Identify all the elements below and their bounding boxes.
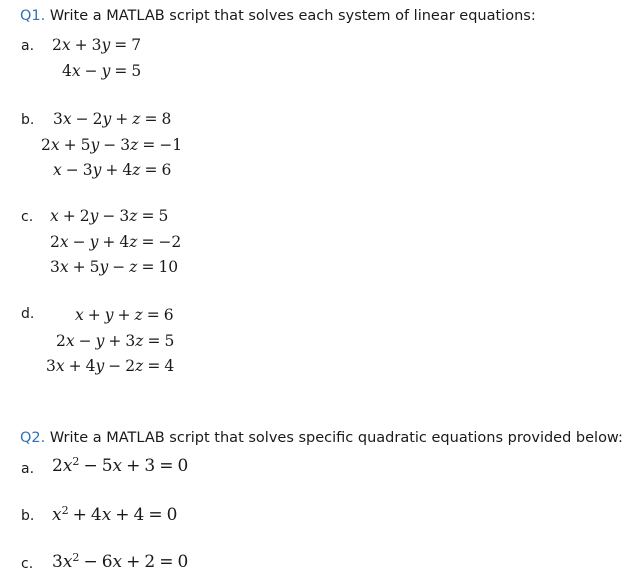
coefficient: 3 <box>52 552 63 572</box>
variable: z <box>134 306 143 324</box>
operator: + <box>63 136 77 154</box>
variable: x <box>61 36 71 54</box>
coefficient: 3 <box>125 332 136 350</box>
variable: x <box>50 207 59 225</box>
coefficient: 3 <box>119 207 130 225</box>
coefficient: 5 <box>101 456 113 476</box>
variable: y <box>95 357 105 375</box>
variable: x <box>112 552 123 572</box>
operator: + <box>117 306 131 324</box>
operator: + <box>115 110 129 128</box>
term <box>102 456 122 476</box>
term <box>134 505 145 525</box>
term <box>81 136 100 154</box>
q2-number: Q2. <box>20 430 46 446</box>
exponent: 2 <box>72 550 80 564</box>
equals-sign: = <box>147 357 161 375</box>
operator: + <box>126 456 141 476</box>
q2-part-a-label: a. <box>21 461 35 477</box>
system-equation <box>75 306 174 324</box>
coefficient: 3 <box>120 136 131 154</box>
operator: + <box>62 207 76 225</box>
term <box>122 161 140 179</box>
term <box>135 306 143 324</box>
operator: + <box>72 505 87 525</box>
operator: − <box>84 62 98 80</box>
equals-sign: = <box>148 505 163 525</box>
variable: x <box>65 332 75 350</box>
term <box>52 456 79 476</box>
operator: − <box>112 258 126 276</box>
coefficient: 4 <box>122 161 133 179</box>
term <box>91 505 111 525</box>
term <box>90 258 109 276</box>
rhs-value: 4 <box>164 357 175 375</box>
equals-sign: = <box>159 552 174 572</box>
coefficient: 4 <box>62 62 72 80</box>
rhs-value: 5 <box>158 207 169 225</box>
coefficient: 2 <box>56 332 66 350</box>
term <box>144 552 155 572</box>
coefficient: 2 <box>79 207 90 225</box>
coefficient: 4 <box>90 505 102 525</box>
operator: + <box>108 332 122 350</box>
rhs-value: 0 <box>166 505 178 525</box>
q2-heading <box>20 430 623 446</box>
operator: + <box>126 552 141 572</box>
variable: x <box>101 505 112 525</box>
operator: − <box>108 357 122 375</box>
operator: − <box>83 552 98 572</box>
term <box>102 552 122 572</box>
operator: + <box>72 258 86 276</box>
rhs-value: −1 <box>159 136 183 154</box>
q1-part-b-label: b. <box>21 112 35 128</box>
variable: x <box>71 62 81 80</box>
coefficient: 3 <box>91 36 102 54</box>
operator: + <box>105 161 119 179</box>
variable: y <box>89 207 99 225</box>
coefficient: 2 <box>50 233 60 251</box>
variable: y <box>89 233 99 251</box>
coefficient: 5 <box>89 258 100 276</box>
coefficient: 6 <box>101 552 113 572</box>
operator: − <box>83 456 98 476</box>
variable: z <box>129 207 138 225</box>
operator: − <box>103 136 117 154</box>
operator: + <box>115 505 130 525</box>
term <box>41 136 60 154</box>
quadratic-equation <box>52 552 188 572</box>
coefficient: 2 <box>52 36 62 54</box>
variable: x <box>52 505 62 525</box>
term <box>105 306 114 324</box>
variable: y <box>92 161 102 179</box>
variable: z <box>129 258 138 276</box>
q1-part-d-label: d. <box>21 306 35 322</box>
system-equation <box>53 161 171 179</box>
equals-sign: = <box>144 110 158 128</box>
term <box>52 552 79 572</box>
term <box>56 332 75 350</box>
term <box>83 161 102 179</box>
q1-heading <box>20 8 536 24</box>
equals-sign: = <box>114 36 128 54</box>
variable: x <box>55 357 65 375</box>
operator: − <box>72 233 86 251</box>
term <box>86 357 105 375</box>
variable: z <box>132 110 141 128</box>
system-equation <box>50 207 168 225</box>
system-equation <box>52 36 141 54</box>
q2-part-b-label: b. <box>21 508 35 524</box>
q1-number: Q1. <box>20 8 46 24</box>
equals-sign: = <box>141 233 155 251</box>
operator: + <box>102 233 116 251</box>
coefficient: 3 <box>50 258 60 276</box>
rhs-value: 0 <box>177 552 189 572</box>
coefficient: 2 <box>144 552 156 572</box>
quadratic-equation <box>52 456 188 476</box>
term <box>125 332 143 350</box>
operator: + <box>74 36 88 54</box>
term <box>119 207 137 225</box>
system-equation <box>62 62 141 80</box>
quadratic-equation <box>52 505 177 525</box>
coefficient: 4 <box>119 233 130 251</box>
operator: + <box>87 306 101 324</box>
q2-part-c-label: c. <box>21 556 34 572</box>
rhs-value: −2 <box>158 233 182 251</box>
rhs-value: 10 <box>158 258 179 276</box>
system-equation <box>41 136 182 154</box>
variable: x <box>53 161 62 179</box>
variable: x <box>59 258 69 276</box>
variable: x <box>112 456 123 476</box>
q1-text: Write a MATLAB script that solves each system of linear equations: <box>49 8 536 24</box>
exponent: 2 <box>61 503 69 517</box>
coefficient: 2 <box>92 110 103 128</box>
variable: z <box>132 161 141 179</box>
equals-sign: = <box>159 456 174 476</box>
variable: x <box>59 233 69 251</box>
variable: x <box>75 306 84 324</box>
variable: y <box>101 36 111 54</box>
term <box>125 357 143 375</box>
coefficient: 3 <box>144 456 156 476</box>
operator: − <box>102 207 116 225</box>
equals-sign: = <box>141 207 155 225</box>
system-equation <box>50 258 178 276</box>
coefficient: 4 <box>85 357 96 375</box>
variable: z <box>129 233 138 251</box>
rhs-value: 5 <box>164 332 175 350</box>
q1-part-c-label: c. <box>21 209 34 225</box>
operator: + <box>68 357 82 375</box>
term <box>50 258 69 276</box>
term <box>46 357 65 375</box>
variable: z <box>135 332 144 350</box>
equals-sign: = <box>142 136 156 154</box>
variable: x <box>62 552 73 572</box>
variable: x <box>50 136 60 154</box>
equals-sign: = <box>114 62 128 80</box>
variable: y <box>101 62 111 80</box>
variable: z <box>130 136 139 154</box>
term <box>80 207 99 225</box>
rhs-value: 7 <box>131 36 142 54</box>
equals-sign: = <box>144 161 158 179</box>
operator: − <box>78 332 92 350</box>
q1-part-a-label: a. <box>21 38 35 54</box>
coefficient: 2 <box>52 456 63 476</box>
exponent: 2 <box>72 454 80 468</box>
variable: x <box>62 456 73 476</box>
rhs-value: 6 <box>163 306 174 324</box>
system-equation <box>56 332 174 350</box>
system-equation <box>53 110 171 128</box>
term <box>62 62 81 80</box>
variable: y <box>104 306 114 324</box>
rhs-value: 0 <box>177 456 189 476</box>
equals-sign: = <box>146 306 160 324</box>
coefficient: 4 <box>133 505 145 525</box>
system-equation <box>50 233 181 251</box>
term <box>50 233 69 251</box>
term <box>75 306 84 324</box>
variable: y <box>90 136 100 154</box>
variable: y <box>95 332 105 350</box>
term <box>50 207 59 225</box>
term <box>53 161 62 179</box>
term <box>52 36 71 54</box>
coefficient: 2 <box>41 136 51 154</box>
rhs-value: 5 <box>131 62 142 80</box>
equals-sign: = <box>147 332 161 350</box>
term <box>120 136 138 154</box>
coefficient: 3 <box>53 110 63 128</box>
coefficient: 2 <box>125 357 136 375</box>
variable: y <box>102 110 112 128</box>
term <box>52 505 69 525</box>
term <box>93 110 112 128</box>
equals-sign: = <box>141 258 155 276</box>
coefficient: 3 <box>46 357 56 375</box>
system-equation <box>46 357 174 375</box>
coefficient: 5 <box>80 136 91 154</box>
operator: − <box>75 110 89 128</box>
variable: y <box>99 258 109 276</box>
rhs-value: 8 <box>161 110 172 128</box>
term <box>53 110 72 128</box>
q2-text: Write a MATLAB script that solves specific quadratic equations provided below: <box>49 430 623 446</box>
variable: z <box>135 357 144 375</box>
term <box>119 233 137 251</box>
term <box>144 456 155 476</box>
rhs-value: 6 <box>161 161 172 179</box>
coefficient: 3 <box>82 161 93 179</box>
variable: x <box>62 110 72 128</box>
operator: − <box>65 161 79 179</box>
term <box>92 36 111 54</box>
